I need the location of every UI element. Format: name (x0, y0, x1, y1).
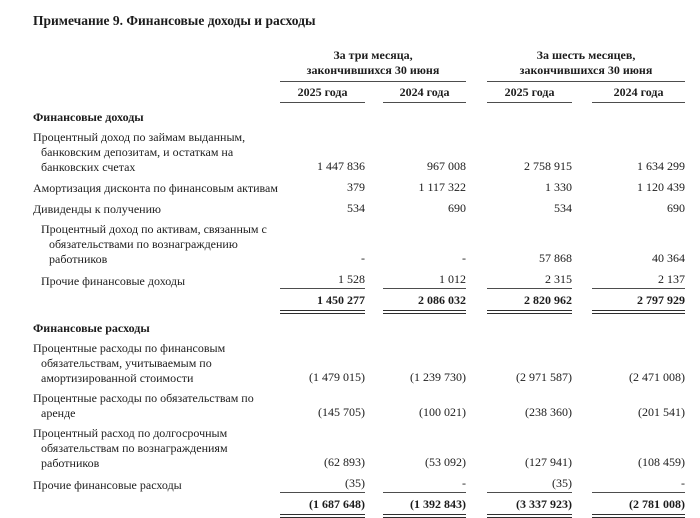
cell-value: (1 479 015) (309, 370, 365, 384)
row-label: Прочие финансовые расходы (33, 478, 182, 492)
cell-value: 967 008 (427, 159, 466, 173)
expenses-total-row (33, 495, 685, 518)
period-group-line1: За три месяца, (333, 48, 413, 62)
cell-value: (1 239 730) (410, 370, 466, 384)
period-group-line2: закончившихся 30 июня (306, 63, 440, 77)
row-label: Процентные расходы по обязательствам по аренде (33, 391, 254, 420)
cell-value: 690 (667, 201, 685, 215)
cell-value: (53 092) (425, 455, 466, 469)
cell-value: 1 012 (383, 272, 466, 289)
cell-value: 1 447 836 (317, 159, 365, 173)
period-group-six-months (487, 48, 685, 82)
cell-value: (62 893) (324, 455, 365, 469)
cell-value: 2 315 (487, 272, 572, 289)
table-row (33, 130, 685, 175)
period-group-three-months (280, 48, 466, 82)
expenses-section-header: Финансовые расходы (33, 321, 150, 335)
income-total-row (33, 291, 685, 314)
cell-value: 1 120 439 (637, 180, 685, 194)
cell-value: (2 971 587) (516, 370, 572, 384)
total-value: (3 337 923) (487, 495, 572, 518)
table-row (33, 180, 685, 196)
cell-value: 690 (448, 201, 466, 215)
row-label: Процентный доход по активам, связанным с обязательствами по вознаграждению работников (41, 222, 267, 266)
cell-value: (201 541) (638, 405, 685, 419)
cell-value: (2 471 008) (629, 370, 685, 384)
cell-value: - (462, 251, 466, 265)
row-label: Прочие финансовые доходы (41, 274, 186, 288)
table-row (33, 341, 685, 386)
year-header-2025-3m: 2025 года (280, 84, 365, 103)
cell-value: - (383, 476, 466, 493)
table-row (33, 272, 685, 289)
table-row (33, 426, 685, 471)
cell-value: (100 021) (419, 405, 466, 419)
year-header-2025-6m: 2025 года (487, 84, 572, 103)
cell-value: 2 758 915 (524, 159, 572, 173)
cell-value: (35) (280, 476, 365, 493)
row-label: Процентные расходы по финансовым обязательствам, учитываемым по амортизированной стоимости (33, 341, 226, 385)
table-row (33, 391, 685, 421)
cell-value: 1 528 (280, 272, 365, 289)
cell-value: 534 (347, 201, 365, 215)
table-row (33, 201, 685, 217)
year-header-row (33, 84, 685, 103)
cell-value: (127 941) (525, 455, 572, 469)
total-value: 2 086 032 (383, 291, 466, 314)
row-label: Амортизация дисконта по финансовым активам (33, 181, 278, 195)
total-value: (2 781 008) (592, 495, 685, 518)
cell-value: - (592, 476, 685, 493)
total-value: (1 687 648) (280, 495, 365, 518)
cell-value: - (361, 251, 365, 265)
table-row (33, 476, 685, 493)
cell-value: (238 360) (525, 405, 572, 419)
cell-value: (145 705) (318, 405, 365, 419)
row-label: Процентный доход по займам выданным, банковским депозитам, и остаткам на банковских счетах (33, 130, 246, 174)
total-value: 1 450 277 (280, 291, 365, 314)
cell-value: 57 868 (539, 251, 572, 265)
row-label: Дивиденды к получению (33, 202, 161, 216)
cell-value: 40 364 (652, 251, 685, 265)
cell-value: 379 (347, 180, 365, 194)
cell-value: 1 330 (545, 180, 572, 194)
period-group-header-row (33, 48, 685, 82)
year-header-2024-3m: 2024 года (383, 84, 466, 103)
cell-value: 1 634 299 (637, 159, 685, 173)
cell-value: (35) (487, 476, 572, 493)
cell-value: 534 (554, 201, 572, 215)
cell-value: 1 117 322 (418, 180, 466, 194)
year-header-2024-6m: 2024 года (592, 84, 685, 103)
income-section-header: Финансовые доходы (33, 110, 144, 124)
total-value: 2 797 929 (592, 291, 685, 314)
table-row (33, 222, 685, 267)
total-value: (1 392 843) (383, 495, 466, 518)
total-value: 2 820 962 (487, 291, 572, 314)
period-group-line1: За шесть месяцев, (536, 48, 636, 62)
row-label: Процентный расход по долгосрочным обязательствам по вознаграждениям работников (33, 426, 228, 470)
financial-income-expenses-table (33, 48, 685, 518)
period-group-line2: закончившихся 30 июня (519, 63, 653, 77)
note-title: Примечание 9. Финансовые доходы и расходы (33, 13, 316, 28)
cell-value: (108 459) (638, 455, 685, 469)
cell-value: 2 137 (592, 272, 685, 289)
